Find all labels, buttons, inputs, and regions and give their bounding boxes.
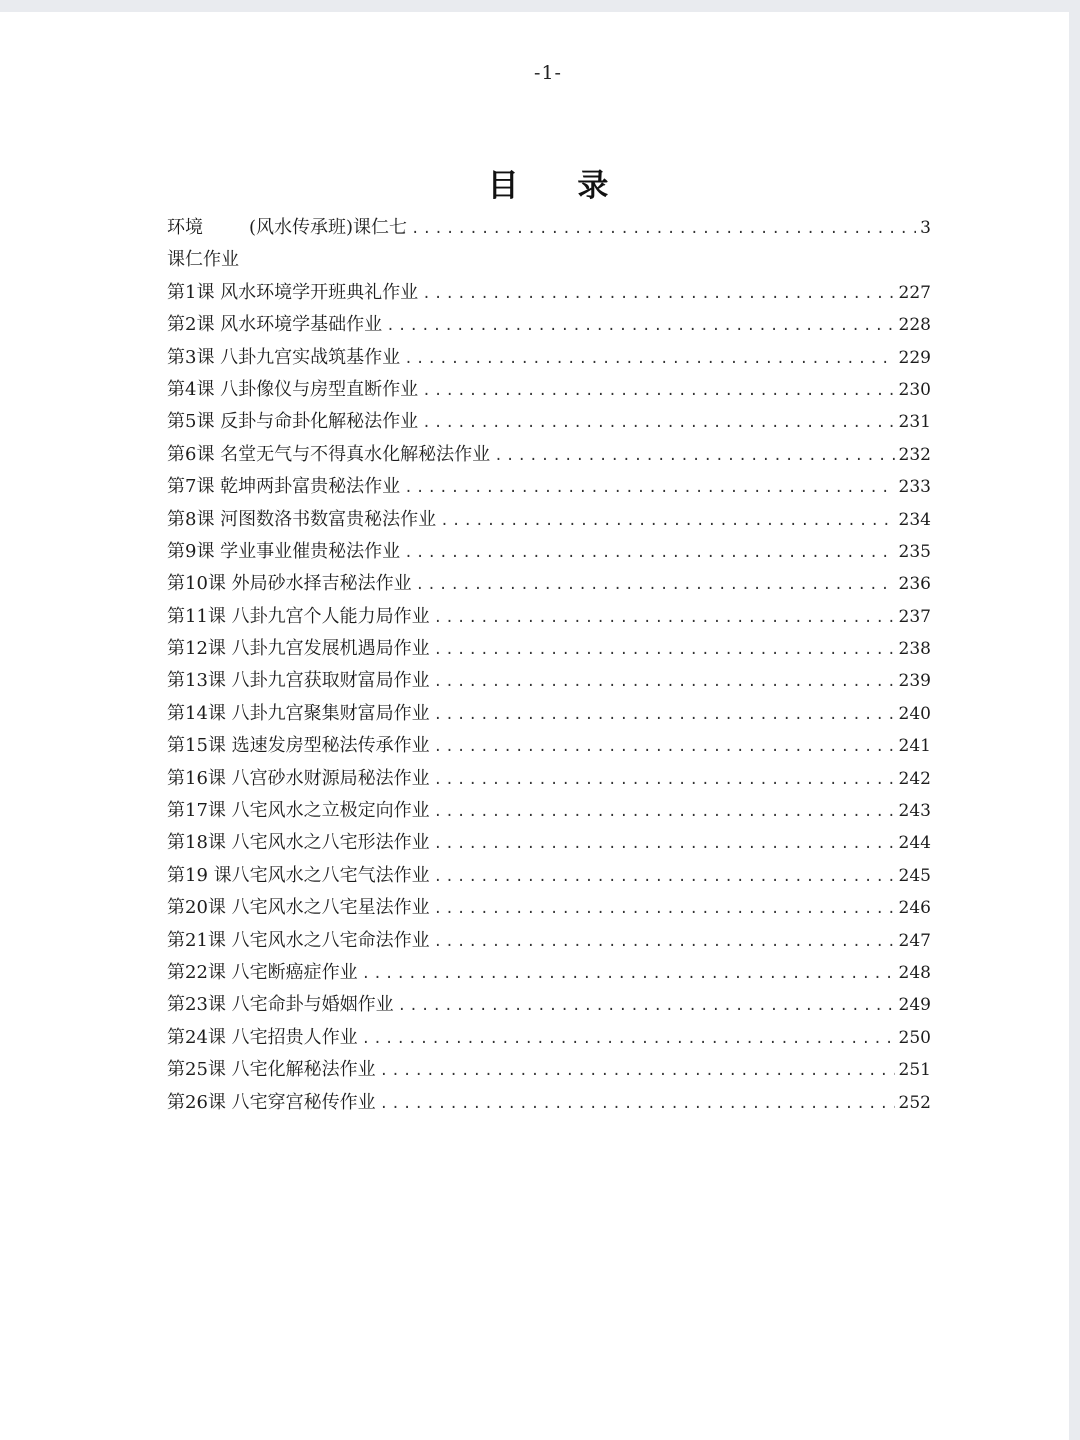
toc-entry[interactable]	[167, 698, 931, 730]
toc-entry-label: 第26课 八宅穿宫秘传作业	[167, 1091, 376, 1113]
toc-entry[interactable]	[167, 601, 931, 633]
dot-leader	[411, 213, 916, 245]
toc-entry-front[interactable]	[167, 212, 931, 244]
toc-entry-label: 第7课 乾坤两卦富贵秘法作业	[167, 476, 401, 498]
toc-entry-label: 第12课 八卦九宫发展机遇局作业	[167, 638, 430, 660]
dot-leader	[494, 440, 894, 472]
toc-entry-page: 249	[898, 995, 931, 1016]
toc-entry[interactable]	[167, 504, 931, 536]
dot-leader	[440, 505, 894, 537]
toc-entry-label	[167, 212, 407, 244]
dot-leader	[434, 699, 895, 731]
dot-leader	[380, 1088, 895, 1120]
document-page	[0, 12, 1069, 1440]
toc-entry[interactable]	[167, 1022, 931, 1054]
toc-entry-label: 第11课 八卦九宫个人能力局作业	[167, 605, 430, 627]
toc-entry-page: 244	[898, 833, 931, 854]
toc-entry-label: 第18课 八宅风水之八宅形法作业	[167, 832, 430, 854]
dot-leader	[434, 634, 895, 666]
toc-entry-label: 第1课 风水环境学开班典礼作业	[167, 281, 419, 303]
dot-leader	[404, 343, 894, 375]
toc-entry[interactable]	[167, 795, 931, 827]
toc-entry-label: 第21课 八宅风水之八宅命法作业	[167, 929, 430, 951]
toc-entry-label: 第19 课八宅风水之八宅气法作业	[167, 864, 430, 886]
dot-leader	[434, 731, 895, 763]
toc-entry[interactable]	[167, 763, 931, 795]
dot-leader	[434, 602, 895, 634]
toc-entry-page: 239	[898, 671, 931, 692]
dot-leader	[416, 569, 895, 601]
toc-entry[interactable]	[167, 957, 931, 989]
toc-entry-label: 第3课 八卦九宫实战筑基作业	[167, 346, 401, 368]
page-number: -1-	[534, 62, 562, 84]
toc-entry-page: 241	[898, 736, 931, 757]
toc-entry[interactable]	[167, 1087, 931, 1119]
toc-entry-label: 第23课 八宅命卦与婚姻作业	[167, 994, 394, 1016]
toc-entry[interactable]	[167, 633, 931, 665]
toc-entry-page: 3	[920, 218, 931, 238]
toc-entry-page: 232	[898, 444, 931, 465]
toc-entry[interactable]	[167, 471, 931, 503]
toc-entry-label: 第22课 八宅断癌症作业	[167, 961, 358, 983]
toc-entry[interactable]	[167, 342, 931, 374]
toc-entry-page: 252	[898, 1092, 931, 1113]
toc-entry-list	[167, 277, 931, 1119]
dot-leader	[398, 990, 895, 1022]
toc-entry[interactable]	[167, 892, 931, 924]
dot-leader	[434, 893, 895, 925]
dot-leader	[422, 375, 894, 407]
dot-leader	[434, 796, 895, 828]
toc-entry-label: 第10课 外局砂水择吉秘法作业	[167, 573, 412, 595]
toc-entry[interactable]	[167, 730, 931, 762]
toc-entry[interactable]	[167, 309, 931, 341]
toc-entry[interactable]	[167, 925, 931, 957]
dot-leader	[422, 278, 894, 310]
toc-entry-page: 230	[898, 379, 931, 400]
toc-entry-page: 236	[898, 574, 931, 595]
toc-entry[interactable]	[167, 439, 931, 471]
toc-entry-page: 228	[898, 315, 931, 336]
dot-leader	[362, 1023, 895, 1055]
section-heading: 课仁作业	[167, 249, 239, 271]
toc-entry-label-part: (风水传承班)课仁七	[249, 217, 408, 238]
dot-leader	[386, 310, 894, 342]
dot-leader	[404, 472, 894, 504]
toc-entry-page: 235	[898, 541, 931, 562]
toc-entry-page: 233	[898, 477, 931, 498]
dot-leader	[362, 958, 895, 990]
toc-entry-page: 238	[898, 639, 931, 660]
toc-entry-label: 第2课 风水环境学基础作业	[167, 314, 383, 336]
dot-leader	[434, 926, 895, 958]
toc-entry-label: 第9课 学业事业催贵秘法作业	[167, 540, 401, 562]
toc-entry[interactable]	[167, 568, 931, 600]
toc-entry-page: 229	[898, 347, 931, 368]
toc-entry-label: 第14课 八卦九宫聚集财富局作业	[167, 702, 430, 724]
toc-entry-label: 第8课 河图数洛书数富贵秘法作业	[167, 508, 437, 530]
toc-entry[interactable]	[167, 860, 931, 892]
toc-entry-label: 第20课 八宅风水之八宅星法作业	[167, 897, 430, 919]
toc-entry-page: 246	[898, 898, 931, 919]
toc-entry-label: 第13课 八卦九宫获取财富局作业	[167, 670, 430, 692]
dot-leader	[422, 407, 894, 439]
dot-leader	[434, 828, 895, 860]
toc-entry-page: 227	[898, 282, 931, 303]
toc-entry-page: 247	[898, 930, 931, 951]
toc-entry-label: 第16课 八宫砂水财源局秘法作业	[167, 767, 430, 789]
toc-entry-page: 240	[898, 703, 931, 724]
toc-entry-label: 第5课 反卦与命卦化解秘法作业	[167, 411, 419, 433]
toc-entry-page: 251	[898, 1060, 931, 1081]
dot-leader	[434, 666, 895, 698]
toc-entry-page: 242	[898, 768, 931, 789]
toc-entry[interactable]	[167, 827, 931, 859]
toc-entry-page: 234	[898, 509, 931, 530]
toc-entry-page: 250	[898, 1027, 931, 1048]
toc-entry-label: 第6课 名堂无气与不得真水化解秘法作业	[167, 443, 491, 465]
toc-entry[interactable]	[167, 665, 931, 697]
dot-leader	[404, 537, 894, 569]
toc-entry[interactable]	[167, 406, 931, 438]
toc-entry-label: 第4课 八卦像仪与房型直断作业	[167, 378, 419, 400]
toc-entry[interactable]	[167, 374, 931, 406]
toc-entry[interactable]	[167, 989, 931, 1021]
toc-entry-page: 231	[898, 412, 931, 433]
toc-entry-page: 237	[898, 606, 931, 627]
toc-entry[interactable]	[167, 1054, 931, 1086]
page-title: 目 录	[487, 168, 633, 204]
toc-section-heading	[167, 244, 931, 276]
toc-entry-page: 243	[898, 801, 931, 822]
toc-entry-label: 第25课 八宅化解秘法作业	[167, 1059, 376, 1081]
toc-entry[interactable]	[167, 536, 931, 568]
toc-entry-label: 第24课 八宅招贵人作业	[167, 1026, 358, 1048]
toc-entry-page: 245	[898, 865, 931, 886]
dot-leader	[434, 861, 895, 893]
table-of-contents	[167, 212, 931, 1119]
toc-entry[interactable]	[167, 277, 931, 309]
toc-entry-label: 第17课 八宅风水之立极定向作业	[167, 800, 430, 822]
dot-leader	[380, 1055, 895, 1087]
toc-entry-page: 248	[898, 962, 931, 983]
toc-entry-label-part: 环境	[167, 217, 203, 238]
toc-entry-label: 第15课 选速发房型秘法传承作业	[167, 735, 430, 757]
dot-leader	[434, 764, 895, 796]
